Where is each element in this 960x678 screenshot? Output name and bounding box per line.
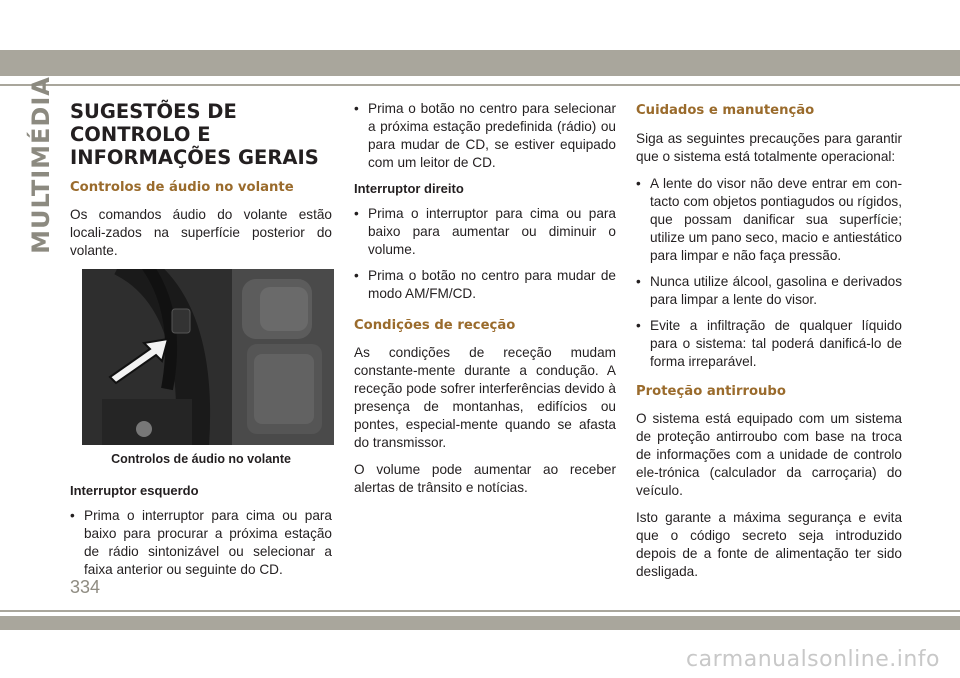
page-title-line: INFORMAÇÕES GERAIS [70,146,319,169]
column-3 [636,100,902,590]
right-switch-heading: Interruptor direito [354,181,464,196]
bottom-rule [0,610,960,612]
reception-paragraph: O volume pode aumentar ao receber alertas de trânsito e notícias. [354,462,616,495]
list-item: • Prima o interruptor para cima ou para baixo para procurar a próxima estação de rádio sintonizável ou selecionar a faixa anterior ou seguinte do CD. [70,507,332,579]
list-item: • Nunca utilize álcool, gasolina e derivados para limpar a lente do visor. [636,273,902,309]
bottom-band [0,616,960,630]
list-item: • Prima o botão no centro para mudar de modo AM/FM/CD. [354,267,616,303]
steering-controls-text: Os comandos áudio do volante estão locali-zados na superfície posterior do volante. [70,207,332,258]
care-intro: Siga as seguintes precauções para garantir que o sistema está totalmente operacional: [636,131,902,164]
list-item: • Prima o interruptor para cima ou para baixo para aumentar ou diminuir o volume. [354,205,616,259]
steering-wheel-photo [82,269,334,445]
section-tab [26,76,56,254]
top-rule [0,84,960,86]
page-title-line: CONTROLO E [70,123,211,146]
watermark: carmanualsonline.info [686,647,940,672]
column-1 [70,100,332,587]
column-2 [354,100,616,506]
steering-controls-heading: Controlos de áudio no volante [70,180,294,195]
list-item: • Evite a infiltração de qualquer líquido para o sistema: tal poderá danificá-lo de forma irreparável. [636,317,902,371]
section-tab-label: MULTIMÉDIA [27,76,56,254]
antitheft-paragraph: O sistema está equipado com um sistema de proteção antirroubo com base na troca de informações com a unidade de controlo ele-trónica (calculador da carroçaria) do veículo. [636,411,902,498]
page-title [70,100,332,169]
page-title-line: SUGESTÕES DE [70,100,237,123]
page-number: 334 [70,577,101,597]
figure-caption: Controlos de áudio no volante [111,452,291,466]
list-item: • A lente do visor não deve entrar em con-tacto com objetos pontiagudos ou rígidos, que possam danificar sua superfície; utilize um pano seco, macio e antiestático para limpar e não faça pressão. [636,175,902,265]
reception-paragraph: As condições de receção mudam constante-mente durante a condução. A receção pode sofrer interferências devido à presença de montanhas, edifícios ou pontes, especial-mente quando se afasta do transmissor. [354,345,616,450]
steering-wheel-illustration [82,269,334,445]
left-switch-heading: Interruptor esquerdo [70,483,199,498]
top-band [0,50,960,76]
reception-heading: Condições de receção [354,318,516,333]
list-item: • Prima o botão no centro para selecionar a próxima estação predefinida (rádio) ou para mudar de CD, se estiver equipado com um leitor de CD. [354,100,616,172]
antitheft-paragraph: Isto garante a máxima segurança e evita que o código secreto seja introduzido depois de a fonte de alimentação ter sido desligada. [636,510,902,579]
antitheft-heading: Proteção antirroubo [636,384,786,399]
care-heading: Cuidados e manutenção [636,103,815,118]
